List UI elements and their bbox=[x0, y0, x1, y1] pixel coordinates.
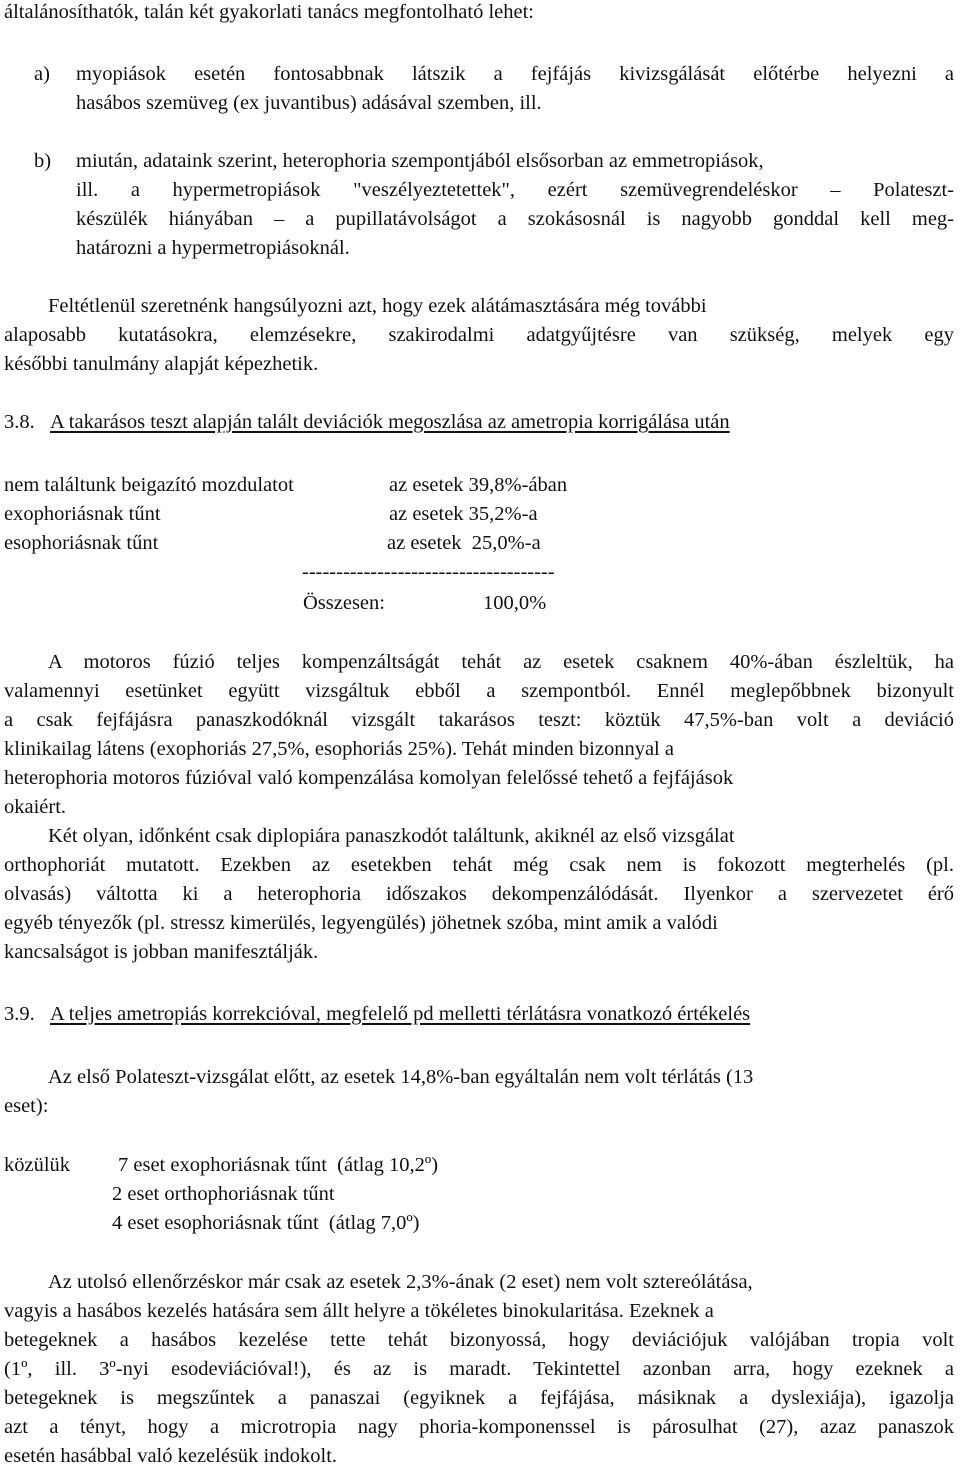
para5-line5: betegeknek is megszűntek a panaszai (egyiknek a fejfájása, másiknak a dyslexiája), igazolja bbox=[4, 1387, 954, 1409]
para5-line7: esetén hasábbal való kezelésük indokolt. bbox=[4, 1445, 338, 1467]
distribution-row-value: az esetek 35,2%-a bbox=[389, 503, 538, 525]
para3-line3: olvasás) váltotta ki a heterophoria időszakos dekompenzálódását. Ilyenkor a szervezetet érő bbox=[4, 883, 954, 905]
para2-line1: A motoros fúzió teljes kompenzáltságát tehát az esetek csaknem 40%-ában észleltük, ha bbox=[48, 651, 954, 673]
para4-line2: eset): bbox=[4, 1095, 49, 1117]
para5-line2: vagyis a hasábos kezelés hatására sem állt helyre a tökéletes binokularitása. Ezeknek a bbox=[4, 1300, 714, 1322]
para2-line2: valamennyi esetünket együtt vizsgáltuk ebből a szempontból. Ennél meglepőbbnek bizonyult bbox=[4, 680, 954, 702]
advice-a-line1: myopiások esetén fontosabbnak látszik a fejfájás kivizsgálását előtérbe helyezni a bbox=[76, 63, 954, 85]
para1-line2: alaposabb kutatásokra, elemzésekre, szakirodalmi adatgyűjtésre van szükség, melyek egy bbox=[4, 324, 954, 346]
para2-line6: okaiért. bbox=[4, 796, 67, 818]
para4-line1: Az első Polateszt-vizsgálat előtt, az esetek 14,8%-ban egyáltalán nem volt térlátás (13 bbox=[48, 1066, 754, 1088]
advice-b-line2: ill. a hypermetropiások "veszélyeztetettek", ezért szemüvegrendeléskor – Polateszt- bbox=[76, 179, 954, 201]
advice-b-line3: készülék hiányában – a pupillatávolságot a szokásosnál is nagyobb gonddal kell meg- bbox=[76, 208, 954, 230]
advice-a-line2: hasábos szemüveg (ex juvantibus) adásával szemben, ill. bbox=[76, 92, 542, 114]
advice-b-line1: miután, adataink szerint, heterophoria szempontjából elsősorban az emmetropiások, bbox=[76, 150, 764, 172]
para3-line5: kancsalságot is jobban manifesztálják. bbox=[4, 941, 319, 963]
distribution-separator: ------------------------------------- bbox=[302, 561, 555, 583]
section-3-9-title: A teljes ametropiás korrekcióval, megfelelő pd melletti térlátásra vonatkozó értékelés bbox=[50, 1003, 751, 1025]
section-3-8-number: 3.8. bbox=[4, 411, 35, 433]
intro-line: általánosíthatók, talán két gyakorlati tanács megfontolható lehet: bbox=[4, 1, 534, 23]
distribution-total-label: Összesen: bbox=[303, 592, 385, 614]
para3-line2: orthophoriát mutatott. Ezekben az esetekben tehát még csak nem is fokozott megterhelés (pl. bbox=[4, 854, 954, 876]
para2-line4: klinikailag látens (exophoriás 27,5%, esophoriás 25%). Tehát minden bizonnyal a bbox=[4, 738, 674, 760]
section-3-8-title: A takarásos teszt alapján talált deviációk megoszlása az ametropia korrigálása után bbox=[50, 411, 730, 433]
para1-line3: későbbi tanulmány alapját képezhetik. bbox=[4, 353, 319, 375]
section-3-9-number: 3.9. bbox=[4, 1003, 35, 1025]
advice-b-marker: b) bbox=[34, 150, 52, 172]
para5-line1: Az utolsó ellenőrzéskor már csak az esetek 2,3%-ának (2 eset) nem volt sztereólátása, bbox=[48, 1271, 753, 1293]
advice-b-line4: határozni a hypermetropiásoknál. bbox=[76, 237, 350, 259]
distribution-row-label: nem találtunk beigazító mozdulatot bbox=[4, 474, 294, 496]
para5-line4: (1º, ill. 3º-nyi esodeviációval!), és az is maradt. Tekintettel azonban arra, hogy ezeknek a bbox=[4, 1358, 954, 1380]
distribution-row-value: az esetek 25,0%-a bbox=[387, 532, 541, 554]
para3-line4: egyéb tényezők (pl. stressz kimerülés, legyengülés) jöhetnek szóba, mint amik a valódi bbox=[4, 912, 718, 934]
distribution-row-label: exophoriásnak tűnt bbox=[4, 503, 161, 525]
para1-line1: Feltétlenül szeretnénk hangsúlyozni azt, hogy ezek alátámasztására még további bbox=[48, 295, 707, 317]
para5-line3: betegeknek a hasábos kezelése tette tehát bizonyossá, hogy deviációjuk valójában tropia volt bbox=[4, 1329, 954, 1351]
breakdown-item: 2 eset orthophoriásnak tűnt bbox=[112, 1183, 335, 1205]
breakdown-item: 7 eset exophoriásnak tűnt (átlag 10,2º) bbox=[118, 1154, 439, 1176]
distribution-row-label: esophoriásnak tűnt bbox=[4, 532, 159, 554]
advice-a-marker: a) bbox=[34, 63, 50, 85]
distribution-total-value: 100,0% bbox=[483, 592, 547, 614]
breakdown-item: 4 eset esophoriásnak tűnt (átlag 7,0º) bbox=[112, 1212, 420, 1234]
para5-line6: azt a tényt, hogy a microtropia nagy phoria-komponenssel is párosulhat (27), azaz panaszok bbox=[4, 1416, 954, 1438]
breakdown-label: közülük bbox=[4, 1154, 71, 1176]
para2-line5: heterophoria motoros fúzióval való kompenzálása komolyan felelőssé tehető a fejfájások bbox=[4, 767, 734, 789]
para3-line1: Két olyan, időnként csak diplopiára panaszkodót találtunk, akiknél az első vizsgálat bbox=[48, 825, 735, 847]
distribution-row-value: az esetek 39,8%-ában bbox=[389, 474, 568, 496]
para2-line3: a csak fejfájásra panaszkodóknál vizsgált takarásos teszt: köztük 47,5%-ban volt a deviáció bbox=[4, 709, 954, 731]
